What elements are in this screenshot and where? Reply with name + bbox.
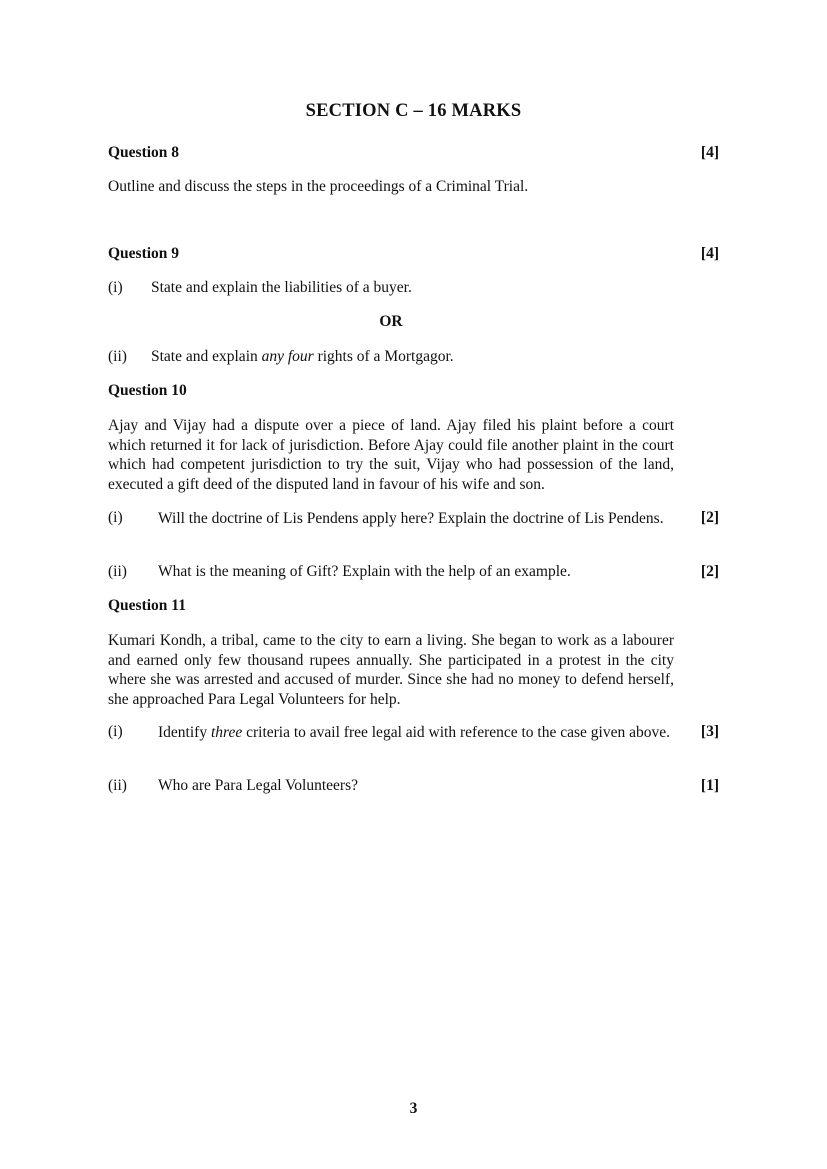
question-11-part-1-text: [158, 723, 674, 743]
question-9-part-2-text-end: rights of a Mortgagor.: [313, 348, 454, 365]
page-number: 3: [409, 1100, 418, 1117]
question-9-marks: [4]: [700, 245, 719, 262]
question-9-part-2-text: [151, 348, 454, 366]
question-11-part-2-marks: [1]: [700, 777, 719, 794]
question-11-passage: [108, 631, 674, 709]
question-9-heading: Question 9: [108, 245, 180, 262]
question-10-passage-text: Ajay and Vijay had a dispute over a piece of land. Ajay filed his plaint before a court which returned it for lack of jurisdiction. Before Ajay could file another plaint in the court which had competent jurisdiction to try the suit, Vijay who had possession of the land, executed a gift deed of the disputed land in favour of his wife and son.: [108, 417, 674, 493]
question-8-text: Outline and discuss the steps in the proceedings of a Criminal Trial.: [108, 178, 529, 195]
question-10-part-1-text: Will the doctrine of Lis Pendens apply here? Explain the doctrine of Lis Pendens.: [158, 510, 664, 527]
question-11-part-1-text-end: criteria to avail free legal aid with reference to the case given above.: [242, 724, 670, 741]
question-11-part-1-emphasis: three: [210, 724, 243, 741]
question-9-part-2-text-start: State and explain: [151, 348, 262, 365]
question-11-part-1-marks: [3]: [700, 723, 719, 740]
question-9-part-1-number: (i): [108, 279, 123, 296]
question-8-marks: [4]: [700, 144, 719, 161]
question-10-passage: [108, 416, 674, 494]
question-10-part-2-marks: [2]: [700, 563, 719, 580]
question-10-part-1-number: (i): [108, 509, 123, 526]
question-11-heading: Question 11: [108, 597, 186, 614]
or-separator: OR: [379, 313, 403, 330]
question-11-part-1-number: (i): [108, 723, 123, 740]
question-9-part-1-text: State and explain the liabilities of a buyer.: [151, 279, 412, 296]
section-title: SECTION C – 16 MARKS: [305, 101, 522, 121]
question-10-part-2-number: (ii): [108, 563, 127, 580]
question-11-part-2-number: (ii): [108, 777, 127, 794]
question-10-part-1-marks: [2]: [700, 509, 719, 526]
question-9-part-2-number: (ii): [108, 348, 127, 365]
question-11-part-2-text: Who are Para Legal Volunteers?: [158, 777, 358, 794]
question-10-heading: Question 10: [108, 382, 187, 399]
question-8-heading: Question 8: [108, 144, 180, 161]
question-11-part-1-text-start: Identify: [158, 724, 211, 741]
question-10-part-2-text: What is the meaning of Gift? Explain with the help of an example.: [158, 563, 571, 580]
question-11-passage-text: Kumari Kondh, a tribal, came to the city to earn a living. She began to work as a labourer and earned only few thousand rupees annually. She participated in a protest in the city where she was arrested and accused of murder. Since she had no money to defend herself, she approached Para Legal Volunteers for help.: [108, 632, 674, 708]
question-9-part-2-emphasis: any four: [261, 348, 314, 365]
